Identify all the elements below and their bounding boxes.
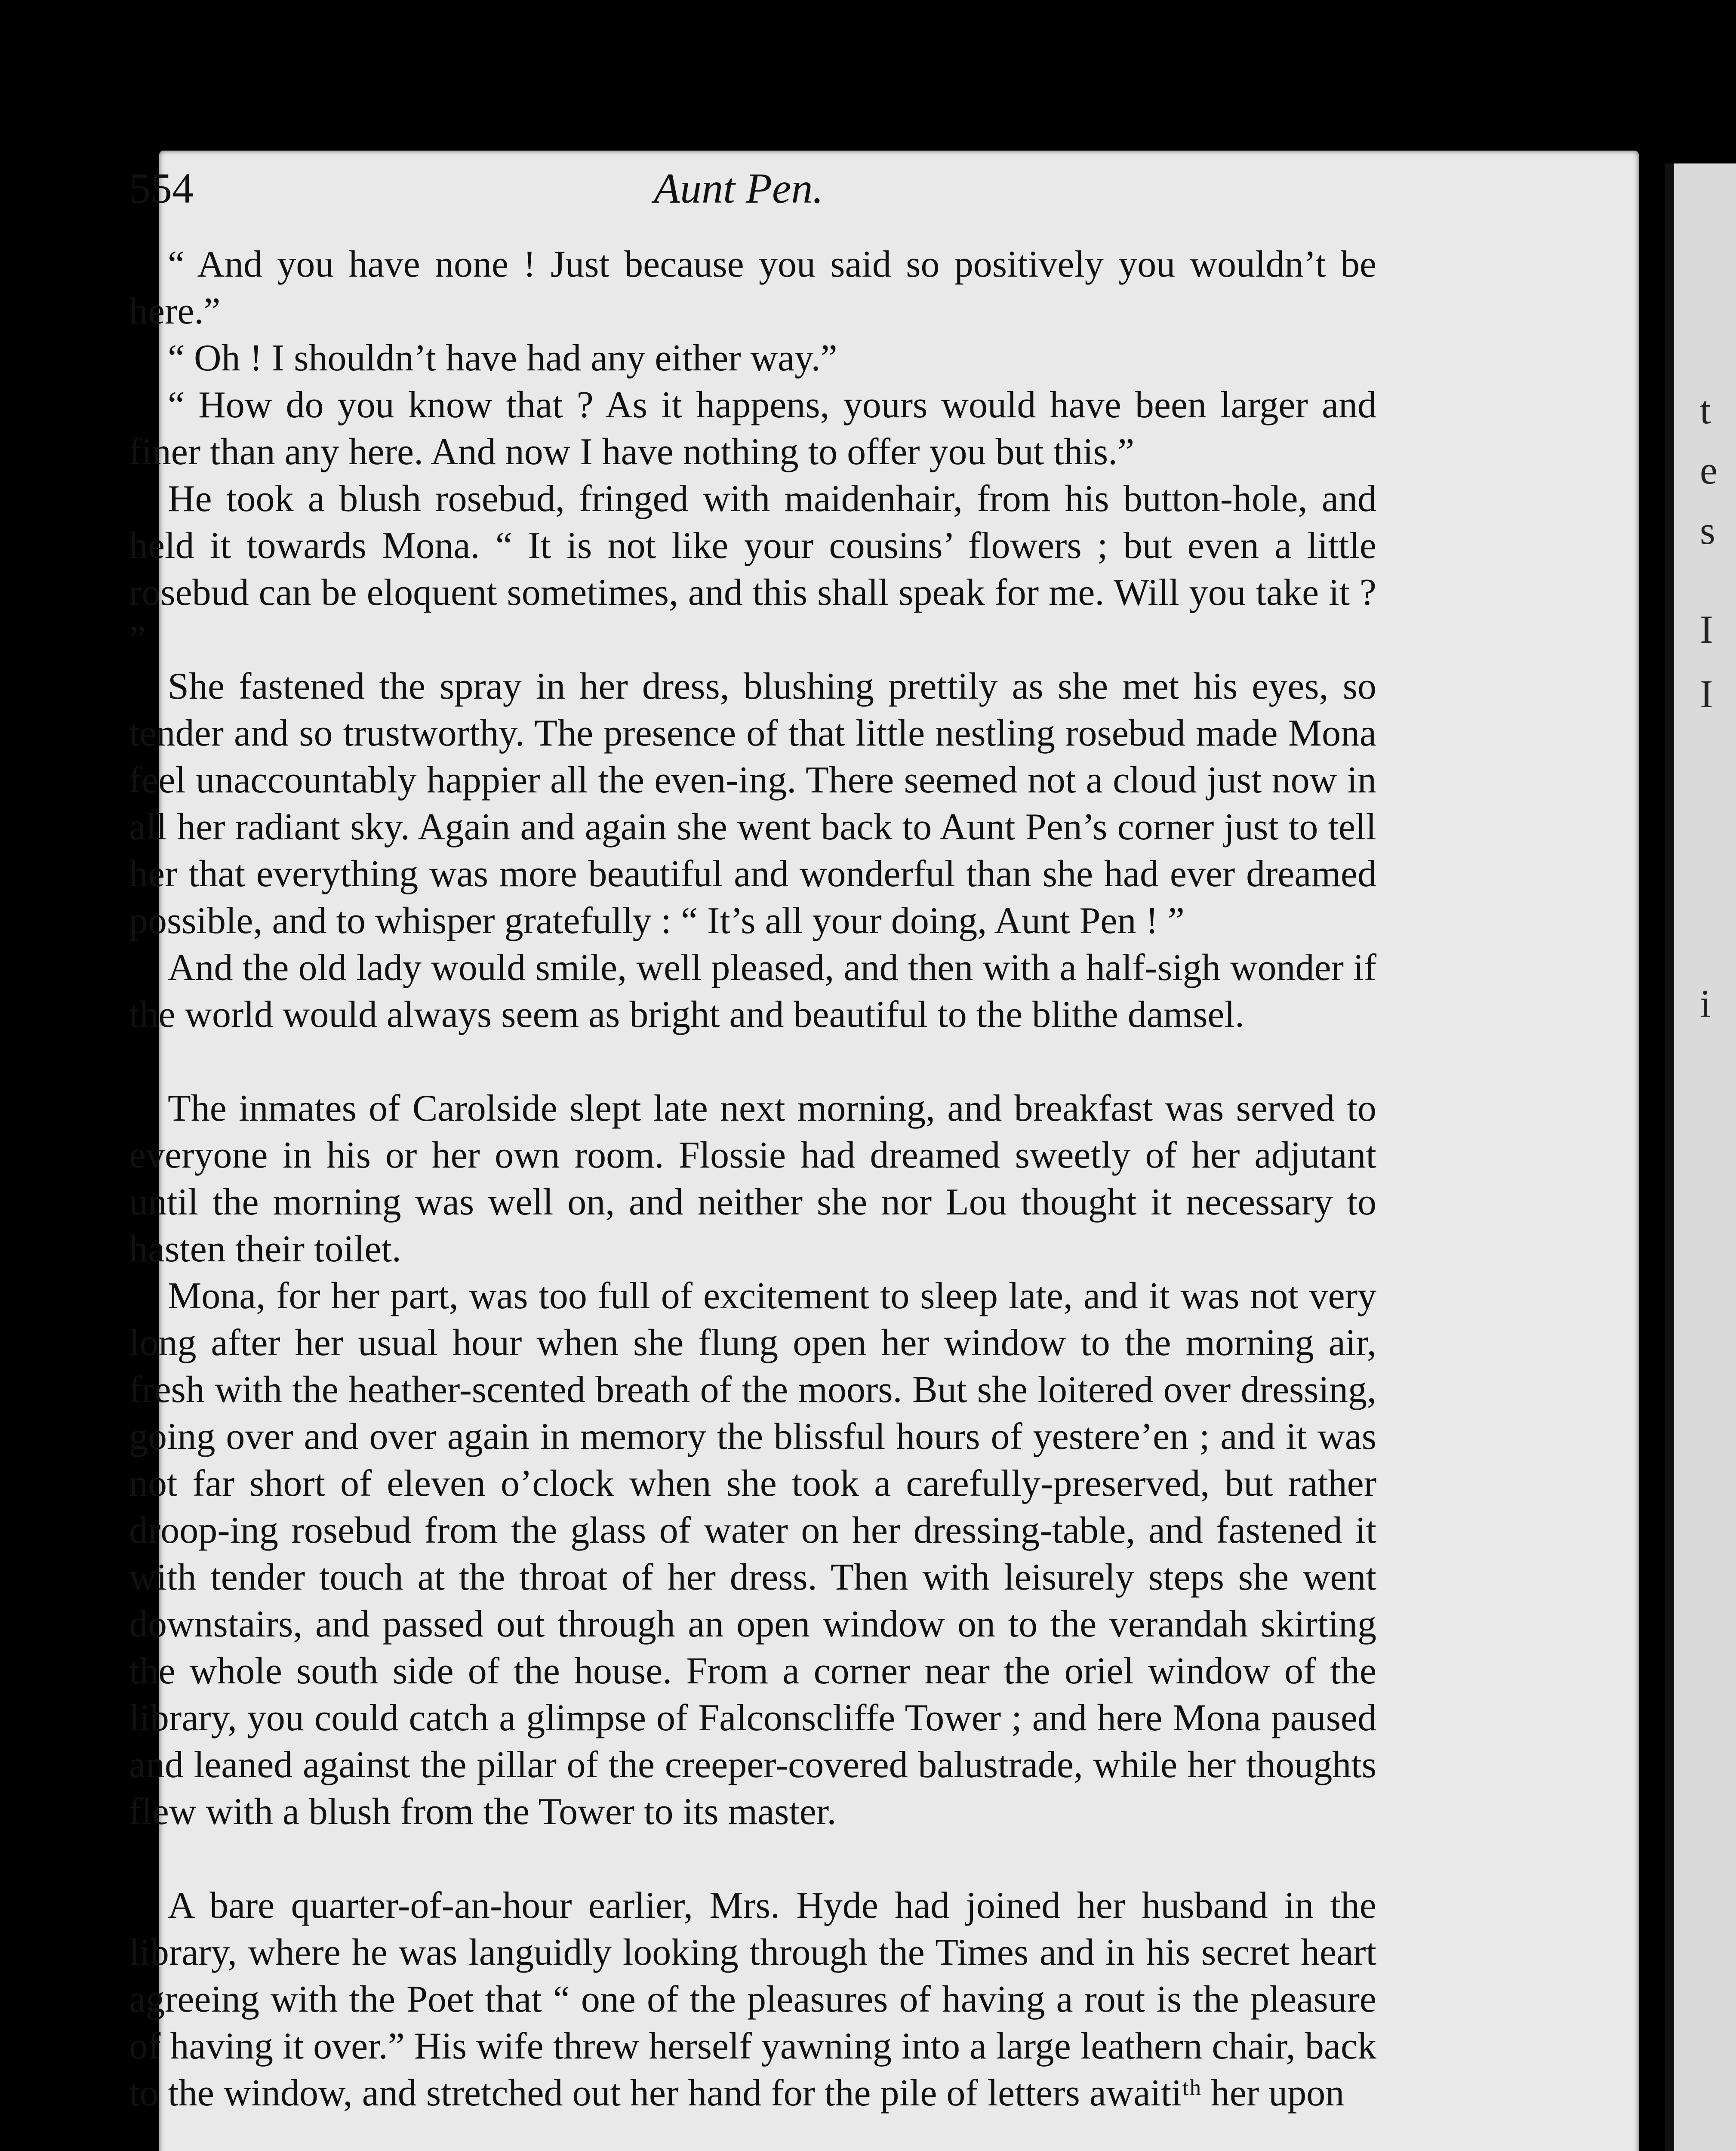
paragraph: He took a blush rosebud, fringed with maidenhair, from his button-hole, and held it towards Mona. “ It is not like your cousins’ flowers ; but even a little rosebud can be eloquent sometimes, and this shall speak for me. Will you take it ? ” <box>129 478 1376 660</box>
adjacent-page-letter: I <box>1700 607 1713 651</box>
adjacent-page-letter: i <box>1700 982 1711 1026</box>
page-header <box>129 163 1376 232</box>
adjacent-page-letter: I <box>1700 672 1713 716</box>
running-title: Aunt Pen. <box>654 164 824 212</box>
paragraph: “ Oh ! I shouldn’t have had any either way.” <box>168 337 837 379</box>
paragraph: And the old lady would smile, well pleased, and then with a half-sigh wonder if the world would always seem as bright and beautiful to the blithe damsel. <box>129 947 1376 1035</box>
paragraph: Mona, for her part, was too full of excitement to sleep late, and it was not very long after her usual hour when she flung open her window to the morning air, fresh with the heather-scented breath of the moors. But she loitered over dressing, going over and over again in memory the blissful hours of yestere’en ; and it was not far short of eleven o’clock when she took a carefully-preserved, but rather droop-ing rosebud from the glass of water on her dressing-table, and fastened it with tender touch at the throat of her dress. Then with leisurely steps she went downstairs, and passed out through an open window on to the verandah skirting the whole south side of the house. From a corner near the oriel window of the library, you could catch a glimpse of Falconscliffe Tower ; and here Mona paused and leaned against the pillar of the creeper-covered balustrade, while her thoughts flew with a blush from the Tower to its master. <box>129 1275 1376 1833</box>
adjacent-page-letter: e <box>1700 448 1718 492</box>
paragraph: She fastened the spray in her dress, blushing prettily as she met his eyes, so tender and so trustworthy. The presence of that little nestling rosebud made Mona feel unaccountably happier all the even-ing. There seemed not a cloud just now in all her radiant sky. Again and again she went back to Aunt Pen’s corner just to tell her that everything was more beautiful and wonderful than she had ever dreamed possible, and to whisper gratefully : “ It’s all your doing, Aunt Pen ! ” <box>129 666 1376 942</box>
paragraph: A bare quarter-of-an-hour earlier, Mrs. Hyde had joined her husband in the library, where he was languidly looking through the Times and in his secret heart agreeing with the Poet that “ one of the pleasures of having a rout is the pleasure of having it over.” His wife threw herself yawning into a large leathern chair, back to the window, and stretched out her hand for the pile of letters awaitiᵗʰ her upon <box>129 1885 1376 2114</box>
page-number: 554 <box>129 164 194 212</box>
adjacent-page-letter: s <box>1700 508 1715 552</box>
paragraph: “ And you have none ! Just because you said so positively you wouldn’t be here.” <box>129 243 1376 332</box>
body-text <box>129 241 1376 2117</box>
paragraph: The inmates of Carolside slept late next morning, and breakfast was served to everyone in his or her own room. Flossie had dreamed sweetly of her adjutant until the morning was well on, and neither she nor Lou thought it necessary to hasten their toilet. <box>129 1088 1376 1270</box>
adjacent-page-edge <box>1665 163 1736 2151</box>
paragraph: “ How do you know that ? As it happens, yours would have been larger and finer than any here. And now I have nothing to offer you but this.” <box>129 384 1376 473</box>
adjacent-page-letter: t <box>1700 388 1711 432</box>
